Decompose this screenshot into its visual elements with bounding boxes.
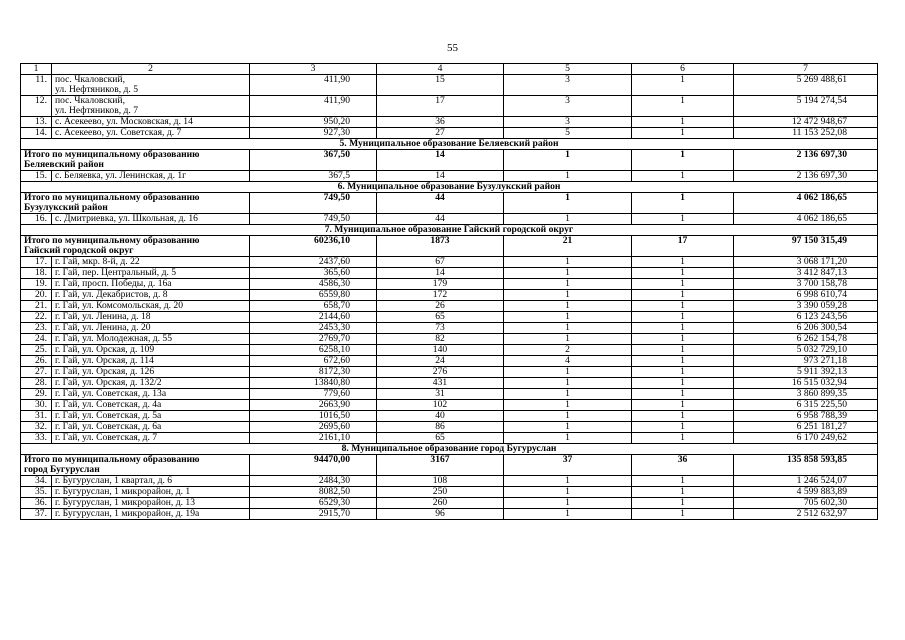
area-cell: 950,20 — [250, 117, 377, 128]
area-cell: 2484,30 — [250, 476, 377, 487]
row-number: 16. — [21, 214, 52, 225]
count-cell: 31 — [377, 389, 504, 400]
count-cell: 36 — [632, 455, 734, 476]
count-cell: 1 — [504, 171, 632, 182]
table-row — [21, 279, 878, 290]
section-header-row — [21, 139, 878, 150]
area-cell: 927,30 — [250, 128, 377, 139]
count-cell: 1 — [504, 150, 632, 171]
area-cell: 367,50 — [250, 150, 377, 171]
count-cell: 1 — [632, 334, 734, 345]
count-cell: 3167 — [377, 455, 504, 476]
count-cell: 1 — [504, 301, 632, 312]
count-cell: 15 — [377, 75, 504, 96]
amount-cell: 2 136 697,30 — [734, 150, 878, 171]
amount-cell: 6 998 610,74 — [734, 290, 878, 301]
amount-cell: 6 251 181,27 — [734, 422, 878, 433]
subtotal-label: Итого по муниципальному образованию Гайский городской округ — [21, 236, 250, 257]
count-cell: 1 — [504, 290, 632, 301]
area-cell: 365,60 — [250, 268, 377, 279]
subtotal-row — [21, 236, 878, 257]
table-row — [21, 268, 878, 279]
row-number: 11. — [21, 75, 52, 96]
area-cell: 2915,70 — [250, 509, 377, 520]
count-cell: 44 — [377, 214, 504, 225]
address-cell: г. Гай, ул. Орская, д. 132/2 — [52, 378, 250, 389]
count-cell: 1 — [632, 367, 734, 378]
table-row — [21, 334, 878, 345]
address-cell: г. Гай, ул. Орская, д. 126 — [52, 367, 250, 378]
header-cell: 3 — [250, 64, 377, 75]
table-row — [21, 367, 878, 378]
amount-cell: 2 136 697,30 — [734, 171, 878, 182]
area-cell: 6258,10 — [250, 345, 377, 356]
table-row — [21, 117, 878, 128]
amount-cell: 705 602,30 — [734, 498, 878, 509]
count-cell: 1 — [504, 334, 632, 345]
area-cell: 2695,60 — [250, 422, 377, 433]
amount-cell: 3 068 171,20 — [734, 257, 878, 268]
table-row — [21, 323, 878, 334]
area-cell: 2437,60 — [250, 257, 377, 268]
count-cell: 1 — [632, 257, 734, 268]
count-cell: 1 — [632, 75, 734, 96]
address-cell: г. Гай, ул. Ленина, д. 18 — [52, 312, 250, 323]
row-number: 26. — [21, 356, 52, 367]
count-cell: 1 — [632, 476, 734, 487]
amount-cell: 2 512 632,97 — [734, 509, 878, 520]
area-cell: 6559,80 — [250, 290, 377, 301]
count-cell: 26 — [377, 301, 504, 312]
amount-cell: 6 262 154,78 — [734, 334, 878, 345]
address-cell: г. Гай, ул. Декабристов, д. 8 — [52, 290, 250, 301]
count-cell: 1 — [632, 323, 734, 334]
header-cell: 6 — [632, 64, 734, 75]
count-cell: 1 — [632, 150, 734, 171]
row-number: 12. — [21, 96, 52, 117]
count-cell: 1 — [632, 411, 734, 422]
page-number: 55 — [447, 42, 458, 54]
count-cell: 1 — [504, 323, 632, 334]
amount-cell: 5 032 729,10 — [734, 345, 878, 356]
area-cell: 8082,50 — [250, 487, 377, 498]
count-cell: 5 — [504, 128, 632, 139]
area-cell: 6529,30 — [250, 498, 377, 509]
amount-cell: 4 062 186,65 — [734, 214, 878, 225]
section-title: 8. Муниципальное образование город Бугуруслан — [21, 444, 878, 455]
section-title: 7. Муниципальное образование Гайский городской округ — [21, 225, 878, 236]
count-cell: 36 — [377, 117, 504, 128]
amount-cell: 4 599 883,89 — [734, 487, 878, 498]
area-cell: 2453,30 — [250, 323, 377, 334]
table-row — [21, 487, 878, 498]
amount-cell: 1 246 524,07 — [734, 476, 878, 487]
row-number: 25. — [21, 345, 52, 356]
count-cell: 67 — [377, 257, 504, 268]
address-cell: с. Беляевка, ул. Ленинская, д. 1г — [52, 171, 250, 182]
row-number: 33. — [21, 433, 52, 444]
count-cell: 82 — [377, 334, 504, 345]
table-row — [21, 257, 878, 268]
row-number: 13. — [21, 117, 52, 128]
address-cell: пос. Чкаловский, ул. Нефтяников, д. 5 — [52, 75, 250, 96]
table-row — [21, 476, 878, 487]
section-title: 6. Муниципальное образование Бузулукский район — [21, 182, 878, 193]
table-row — [21, 312, 878, 323]
amount-cell: 6 170 249,62 — [734, 433, 878, 444]
count-cell: 1 — [632, 312, 734, 323]
count-cell: 1 — [632, 487, 734, 498]
address-cell: г. Гай, ул. Советская, д. 13а — [52, 389, 250, 400]
address-cell: г. Гай, ул. Комсомольская, д. 20 — [52, 301, 250, 312]
count-cell: 14 — [377, 150, 504, 171]
address-cell: г. Бугуруслан, 1 квартал, д. 6 — [52, 476, 250, 487]
table-row — [21, 411, 878, 422]
address-cell: г. Бугуруслан, 1 микрорайон, д. 19а — [52, 509, 250, 520]
count-cell: 1 — [504, 400, 632, 411]
count-cell: 1 — [504, 378, 632, 389]
count-cell: 1 — [504, 487, 632, 498]
subtotal-label: Итого по муниципальному образованию Бузулукский район — [21, 193, 250, 214]
count-cell: 1 — [504, 312, 632, 323]
table-row — [21, 509, 878, 520]
table-row — [21, 345, 878, 356]
address-cell: г. Гай, ул. Орская, д. 109 — [52, 345, 250, 356]
count-cell: 14 — [377, 268, 504, 279]
row-number: 36. — [21, 498, 52, 509]
count-cell: 1 — [632, 422, 734, 433]
area-cell: 749,50 — [250, 214, 377, 225]
count-cell: 1 — [632, 378, 734, 389]
address-cell: г. Гай, ул. Советская, д. 4а — [52, 400, 250, 411]
subtotal-label: Итого по муниципальному образованию город Бугуруслан — [21, 455, 250, 476]
area-cell: 4586,30 — [250, 279, 377, 290]
table-row — [21, 128, 878, 139]
count-cell: 1 — [632, 509, 734, 520]
table-row — [21, 301, 878, 312]
amount-cell: 3 412 847,13 — [734, 268, 878, 279]
address-cell: с. Асекеево, ул. Московская, д. 14 — [52, 117, 250, 128]
row-number: 31. — [21, 411, 52, 422]
amount-cell: 97 150 315,49 — [734, 236, 878, 257]
count-cell: 1 — [632, 389, 734, 400]
section-header-row — [21, 225, 878, 236]
row-number: 15. — [21, 171, 52, 182]
count-cell: 17 — [632, 236, 734, 257]
area-cell: 367,5 — [250, 171, 377, 182]
address-cell: с. Асекеево, ул. Советская, д. 7 — [52, 128, 250, 139]
count-cell: 431 — [377, 378, 504, 389]
count-cell: 1 — [504, 257, 632, 268]
address-cell: г. Бугуруслан, 1 микрорайон, д. 13 — [52, 498, 250, 509]
amount-cell: 16 515 032,94 — [734, 378, 878, 389]
count-cell: 140 — [377, 345, 504, 356]
area-cell: 2144,60 — [250, 312, 377, 323]
amount-cell: 6 123 243,56 — [734, 312, 878, 323]
count-cell: 1 — [632, 301, 734, 312]
count-cell: 86 — [377, 422, 504, 433]
count-cell: 1 — [632, 128, 734, 139]
amount-cell: 5 911 392,13 — [734, 367, 878, 378]
amount-cell: 135 858 593,85 — [734, 455, 878, 476]
count-cell: 4 — [504, 356, 632, 367]
count-cell: 1 — [504, 411, 632, 422]
count-cell: 3 — [504, 96, 632, 117]
table-row — [21, 433, 878, 444]
column-number-row — [21, 64, 878, 75]
count-cell: 44 — [377, 193, 504, 214]
address-cell: г. Гай, ул. Советская, д. 5а — [52, 411, 250, 422]
table-row — [21, 75, 878, 96]
count-cell: 1 — [504, 509, 632, 520]
area-cell: 749,50 — [250, 193, 377, 214]
count-cell: 1 — [632, 171, 734, 182]
count-cell: 14 — [377, 171, 504, 182]
table-row — [21, 356, 878, 367]
area-cell: 2663,90 — [250, 400, 377, 411]
amount-cell: 12 472 948,67 — [734, 117, 878, 128]
count-cell: 1 — [504, 367, 632, 378]
area-cell: 658,70 — [250, 301, 377, 312]
count-cell: 1 — [504, 214, 632, 225]
count-cell: 108 — [377, 476, 504, 487]
row-number: 34. — [21, 476, 52, 487]
row-number: 29. — [21, 389, 52, 400]
area-cell: 13840,80 — [250, 378, 377, 389]
row-number: 35. — [21, 487, 52, 498]
table-row — [21, 214, 878, 225]
count-cell: 1 — [632, 193, 734, 214]
amount-cell: 3 390 059,28 — [734, 301, 878, 312]
count-cell: 65 — [377, 312, 504, 323]
count-cell: 1 — [632, 268, 734, 279]
count-cell: 1 — [504, 498, 632, 509]
amount-cell: 973 271,18 — [734, 356, 878, 367]
row-number: 18. — [21, 268, 52, 279]
address-cell: г. Гай, ул. Молодежная, д. 55 — [52, 334, 250, 345]
count-cell: 179 — [377, 279, 504, 290]
subtotal-row — [21, 193, 878, 214]
count-cell: 27 — [377, 128, 504, 139]
count-cell: 73 — [377, 323, 504, 334]
row-number: 27. — [21, 367, 52, 378]
area-cell: 1016,50 — [250, 411, 377, 422]
table-row — [21, 422, 878, 433]
section-header-row — [21, 444, 878, 455]
count-cell: 1 — [632, 214, 734, 225]
header-cell: 5 — [504, 64, 632, 75]
count-cell: 1 — [504, 389, 632, 400]
header-cell: 2 — [52, 64, 250, 75]
amount-cell: 3 860 899,35 — [734, 389, 878, 400]
amount-cell: 4 062 186,65 — [734, 193, 878, 214]
area-cell: 94470,00 — [250, 455, 377, 476]
count-cell: 65 — [377, 433, 504, 444]
area-cell: 411,90 — [250, 75, 377, 96]
amount-cell: 6 958 788,39 — [734, 411, 878, 422]
count-cell: 1 — [632, 400, 734, 411]
count-cell: 40 — [377, 411, 504, 422]
row-number: 20. — [21, 290, 52, 301]
area-cell: 60236,10 — [250, 236, 377, 257]
count-cell: 1 — [632, 498, 734, 509]
address-cell: г. Гай, мкр. 8-й, д. 22 — [52, 257, 250, 268]
area-cell: 2161,10 — [250, 433, 377, 444]
address-cell: г. Бугуруслан, 1 микрорайон, д. 1 — [52, 487, 250, 498]
row-number: 14. — [21, 128, 52, 139]
count-cell: 1 — [504, 433, 632, 444]
count-cell: 1 — [632, 96, 734, 117]
count-cell: 1873 — [377, 236, 504, 257]
count-cell: 96 — [377, 509, 504, 520]
row-number: 24. — [21, 334, 52, 345]
table-row — [21, 290, 878, 301]
area-cell: 2769,70 — [250, 334, 377, 345]
count-cell: 1 — [632, 290, 734, 301]
count-cell: 3 — [504, 117, 632, 128]
area-cell: 672,60 — [250, 356, 377, 367]
area-cell: 779,60 — [250, 389, 377, 400]
header-cell: 4 — [377, 64, 504, 75]
row-number: 22. — [21, 312, 52, 323]
count-cell: 1 — [632, 117, 734, 128]
address-cell: г. Гай, просп. Победы, д. 16а — [52, 279, 250, 290]
count-cell: 1 — [632, 279, 734, 290]
table-body — [21, 64, 878, 520]
count-cell: 21 — [504, 236, 632, 257]
row-number: 17. — [21, 257, 52, 268]
table-row — [21, 171, 878, 182]
area-cell: 8172,30 — [250, 367, 377, 378]
housing-table — [20, 63, 878, 520]
address-cell: пос. Чкаловский, ул. Нефтяников, д. 7 — [52, 96, 250, 117]
subtotal-label: Итого по муниципальному образованию Беляевский район — [21, 150, 250, 171]
row-number: 21. — [21, 301, 52, 312]
header-cell: 7 — [734, 64, 878, 75]
row-number: 30. — [21, 400, 52, 411]
count-cell: 1 — [504, 268, 632, 279]
count-cell: 260 — [377, 498, 504, 509]
row-number: 19. — [21, 279, 52, 290]
count-cell: 102 — [377, 400, 504, 411]
count-cell: 17 — [377, 96, 504, 117]
table-row — [21, 378, 878, 389]
count-cell: 37 — [504, 455, 632, 476]
amount-cell: 6 315 225,50 — [734, 400, 878, 411]
header-cell: 1 — [21, 64, 52, 75]
count-cell: 3 — [504, 75, 632, 96]
row-number: 23. — [21, 323, 52, 334]
row-number: 28. — [21, 378, 52, 389]
address-cell: г. Гай, ул. Орская, д. 114 — [52, 356, 250, 367]
address-cell: г. Гай, ул. Ленина, д. 20 — [52, 323, 250, 334]
table-row — [21, 96, 878, 117]
count-cell: 1 — [632, 356, 734, 367]
count-cell: 1 — [504, 193, 632, 214]
count-cell: 1 — [632, 433, 734, 444]
amount-cell: 6 206 300,54 — [734, 323, 878, 334]
count-cell: 172 — [377, 290, 504, 301]
amount-cell: 3 700 158,78 — [734, 279, 878, 290]
count-cell: 1 — [632, 345, 734, 356]
table-row — [21, 389, 878, 400]
address-cell: с. Дмитриевка, ул. Школьная, д. 16 — [52, 214, 250, 225]
count-cell: 1 — [504, 476, 632, 487]
amount-cell: 5 194 274,54 — [734, 96, 878, 117]
count-cell: 2 — [504, 345, 632, 356]
table-row — [21, 400, 878, 411]
count-cell: 250 — [377, 487, 504, 498]
count-cell: 276 — [377, 367, 504, 378]
row-number: 32. — [21, 422, 52, 433]
section-title: 5. Муниципальное образование Беляевский район — [21, 139, 878, 150]
address-cell: г. Гай, пер. Центральный, д. 5 — [52, 268, 250, 279]
row-number: 37. — [21, 509, 52, 520]
section-header-row — [21, 182, 878, 193]
subtotal-row — [21, 150, 878, 171]
address-cell: г. Гай, ул. Советская, д. 7 — [52, 433, 250, 444]
subtotal-row — [21, 455, 878, 476]
amount-cell: 11 153 252,08 — [734, 128, 878, 139]
count-cell: 1 — [504, 279, 632, 290]
count-cell: 24 — [377, 356, 504, 367]
amount-cell: 5 269 488,61 — [734, 75, 878, 96]
area-cell: 411,90 — [250, 96, 377, 117]
count-cell: 1 — [504, 422, 632, 433]
table-row — [21, 498, 878, 509]
address-cell: г. Гай, ул. Советская, д. 6а — [52, 422, 250, 433]
